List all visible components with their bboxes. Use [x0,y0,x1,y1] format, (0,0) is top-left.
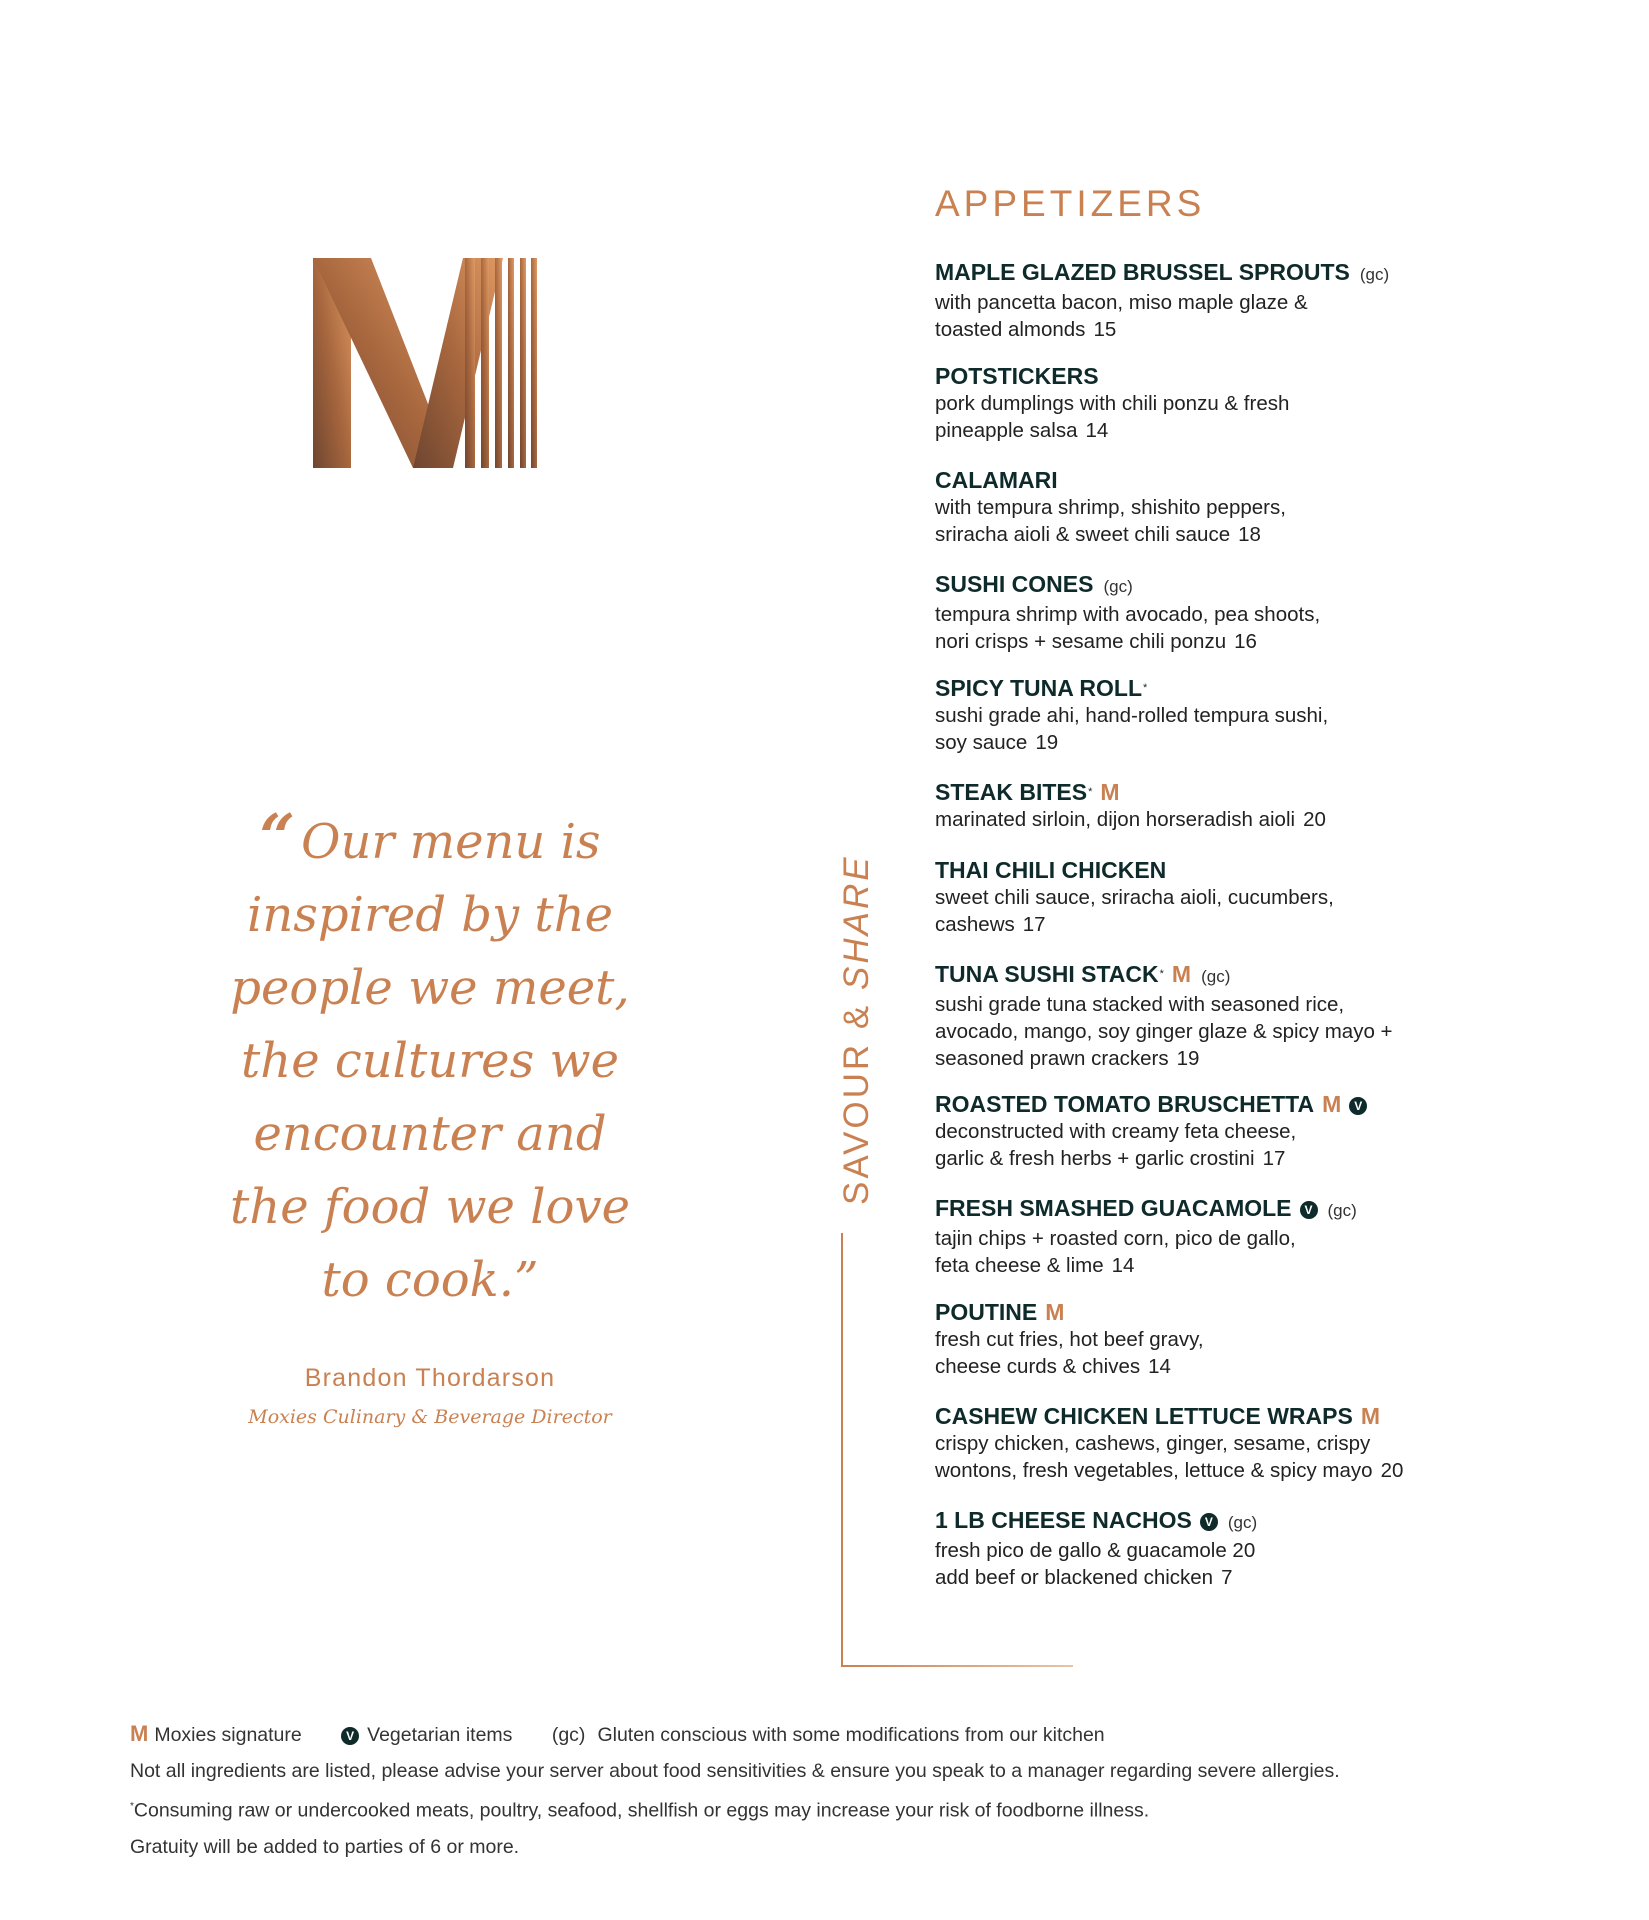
open-quote-mark: “ [259,800,296,873]
raw-warning-asterisk: * [1143,682,1148,694]
menu-item-description [935,806,1495,833]
signature-icon: M [1322,1091,1342,1117]
quote-line: “ Our menu is [259,800,601,873]
vegetarian-icon: V [1349,1097,1367,1115]
moxies-logo-icon [313,258,537,468]
menu-item-name: MAPLE GLAZED BRUSSEL SPROUTS [935,259,1350,285]
menu-item-name: TUNA SUSHI STACK [935,961,1159,987]
signature-icon: M [130,1721,149,1746]
section-title: APPETIZERS [935,183,1206,224]
menu-item [935,1402,1495,1484]
menu-item-name-row [935,1298,1495,1326]
menu-item-price: 17 [1262,1147,1286,1170]
menu-item-description-text: with tempura shrimp, shishito peppers, sriracha aioli & sweet chili sauce [935,496,1286,546]
raw-food-note: *Consuming raw or undercooked meats, poultry, seafood, shellfish or eggs may increase your risk of foodborne illness. [130,1799,1150,1822]
menu-item-name: 1 LB CHEESE NACHOS [935,1507,1192,1533]
menu-item-name: POTSTICKERS [935,363,1099,389]
section-side-label: SAVOUR & SHARE [837,854,876,1205]
legend-gluten-label: Gluten conscious with some modifications from our kitchen [597,1724,1105,1746]
menu-item-name: FRESH SMASHED GUACAMOLE [935,1195,1292,1221]
signature-icon: M [1171,961,1192,987]
menu-item-price: 15 [1093,318,1117,341]
vegetarian-icon: V [341,1727,359,1745]
menu-item-price: 16 [1234,630,1257,653]
menu-item-name-row [935,362,1495,390]
menu-item-name-row [935,1090,1495,1118]
menu-item-description-text: marinated sirloin, dijon horseradish aioli [935,808,1296,831]
menu-item-description [935,1430,1495,1484]
menu-item-price: 19 [1035,731,1059,754]
menu-item-price: 14 [1111,1254,1135,1277]
menu-item-description-text: fresh cut fries, hot beef gravy, cheese curds & chives [935,1328,1204,1378]
menu-item-description [935,1537,1495,1591]
menu-item-price: 14 [1085,419,1109,442]
gluten-conscious-tag: (gc) [1201,967,1231,986]
menu-item-name: SPICY TUNA ROLL [935,675,1143,701]
menu-item-name: ROASTED TOMATO BRUSCHETTA [935,1091,1315,1117]
raw-warning-asterisk: * [1159,968,1164,980]
menu-item [935,1506,1495,1591]
gluten-conscious-icon: (gc) [551,1724,586,1746]
menu-item-description [935,1326,1495,1380]
gratuity-note: Gratuity will be added to parties of 6 or more. [130,1835,520,1858]
vegetarian-icon: V [1300,1201,1318,1219]
menu-item [935,570,1495,655]
menu-item-description [935,884,1495,938]
signature-icon: M [1100,779,1120,805]
gluten-conscious-tag: (gc) [1327,1201,1357,1220]
menu-item-description-text: pork dumplings with chili ponzu & fresh pineapple salsa [935,392,1290,442]
menu-item-description-text: deconstructed with creamy feta cheese, garlic & fresh herbs + garlic crostini [935,1120,1297,1170]
chef-quote [200,800,660,1317]
divider-line-horizontal [841,1665,1073,1667]
menu-item-name-row [935,1506,1495,1537]
menu-item-price: 17 [1022,913,1046,936]
menu-item-name-row [935,1402,1495,1430]
footer [130,1720,1530,1861]
vegetarian-icon: V [1200,1513,1218,1531]
raw-warning-asterisk: * [1088,786,1093,798]
signature-icon: M [1360,1403,1381,1429]
menu-item-name-row [935,778,1495,806]
quote-line: the cultures we [241,1033,619,1089]
divider-line-vertical [841,1233,843,1667]
menu-item-name: POUTINE [935,1299,1038,1325]
menu-item-description [935,702,1495,756]
menu-item-description [935,1225,1495,1279]
menu-item-price: 18 [1238,523,1261,546]
menu-item-description-text: sushi grade tuna stacked with seasoned rice, avocado, mango, soy ginger glaze & spicy mayo + seasoned prawn crackers [935,993,1393,1070]
menu-item-name: CASHEW CHICKEN LETTUCE WRAPS [935,1403,1353,1429]
menu-item-description [935,1118,1495,1172]
quote-author-role: Moxies Culinary & Beverage Director [248,1406,612,1428]
menu-item-price: 20 [1303,808,1326,831]
menu-item-description [935,991,1495,1072]
menu-item [935,960,1495,1072]
menu-item [935,778,1495,833]
gluten-conscious-tag: (gc) [1103,577,1133,596]
legend-vegetarian-label: Vegetarian items [367,1724,513,1746]
menu-item-description-text: tempura shrimp with avocado, pea shoots, nori crisps + sesame chili ponzu [935,603,1321,653]
menu-item [935,466,1495,548]
menu-item-name-row [935,466,1495,494]
menu-item-description-text: tajin chips + roasted corn, pico de gallo, feta cheese & lime [935,1227,1296,1277]
menu-item [935,362,1495,444]
menu-item [935,1298,1495,1380]
quote-line: to cook.” [321,1252,539,1308]
quote-line: encounter and [253,1106,607,1162]
menu-item [935,1090,1495,1172]
menu-item [935,674,1495,756]
menu-item-description-text: sweet chili sauce, sriracha aioli, cucumbers, cashews [935,886,1334,936]
menu-item-name-row [935,674,1495,702]
menu-item-description-text: with pancetta bacon, miso maple glaze & toasted almonds [935,291,1308,341]
menu-item-name-row [935,570,1495,601]
quote-line: inspired by the [246,887,614,943]
signature-icon: M [1045,1299,1065,1325]
quote-author: Brandon Thordarson [304,1364,556,1392]
menu-item-name: CALAMARI [935,467,1058,493]
menu-item [935,856,1495,938]
menu-item-name-row [935,960,1495,991]
menu-item-description-text: sushi grade ahi, hand-rolled tempura sushi, soy sauce [935,704,1329,754]
menu-item-price: 14 [1148,1355,1171,1378]
menu-item-description-text: fresh pico de gallo & guacamole 20 add beef or blackened chicken [935,1539,1256,1589]
menu-item-description-text: crispy chicken, cashews, ginger, sesame, crispy wontons, fresh vegetables, lettuce & spicy mayo [935,1432,1373,1482]
gluten-conscious-tag: (gc) [1359,265,1390,284]
menu-item-name-row [935,856,1495,884]
quote-line: the food we love [230,1179,630,1235]
menu-item-description [935,289,1495,343]
menu-item-description [935,390,1495,444]
menu-item-name-row [935,1194,1495,1225]
menu-item-name: THAI CHILI CHICKEN [935,857,1167,883]
allergy-note: Not all ingredients are listed, please advise your server about food sensitivities & ensure you speak to a manager regarding severe allergies. [130,1760,1340,1782]
menu-item-price: 19 [1176,1047,1200,1070]
menu-item-price: 7 [1221,1566,1233,1589]
menu-item-name-row [935,258,1495,289]
legend [130,1720,1530,1749]
menu-item-price: 20 [1380,1459,1404,1482]
menu-item [935,258,1495,343]
menu-item-name: SUSHI CONES [935,571,1094,597]
menu-item-description [935,601,1495,655]
legend-signature-label: Moxies signature [154,1724,302,1746]
quote-line: people we meet, [230,960,630,1016]
menu-item [935,1194,1495,1279]
gluten-conscious-tag: (gc) [1227,1513,1258,1532]
menu-item-description [935,494,1495,548]
menu-item-name: STEAK BITES [935,779,1088,805]
